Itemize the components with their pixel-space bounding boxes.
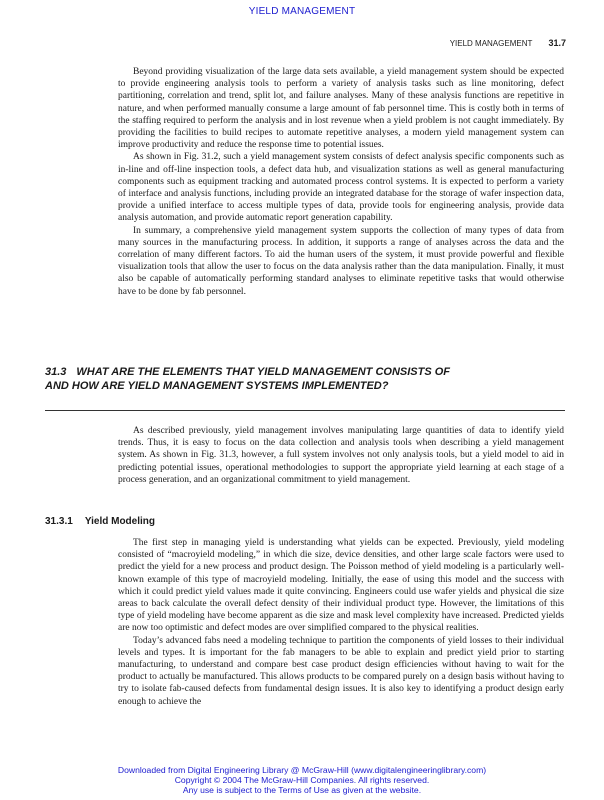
running-head-title: YIELD MANAGEMENT	[449, 39, 533, 48]
top-banner: YIELD MANAGEMENT	[248, 6, 356, 17]
subsection-title: Yield Modeling	[84, 516, 155, 527]
subsection-heading	[45, 516, 155, 527]
footer-download-link[interactable]: Downloaded from Digital Engineering Library @ McGraw-Hill (www.digitalengineeringlibrary.com)	[117, 765, 487, 775]
footer	[0, 765, 604, 795]
running-head	[450, 38, 566, 48]
section-title: WHAT ARE THE ELEMENTS THAT YIELD MANAGEMENT CONSISTS OF AND HOW ARE YIELD MANAGEMENT SYSTEMS IMPLEMENTED?	[45, 366, 451, 392]
section-divider	[45, 410, 565, 411]
section-paragraph: As described previously, yield management involves manipulating large quantities of data to identify yield trends. Thus, it is easy to focus on the data collection and analysis tools when describing a yield management system. As shown in Fig. 31.3, however, a full system involves not only analysis tools, but a yield model to aid in predicting potential issues, operational methodologies to support the appropriate yield learning at each stage of a process generation, and an organizational commitment to yield management.	[118, 426, 564, 485]
intro-paragraph: As shown in Fig. 31.2, such a yield management system consists of defect analysis specific components such as in-line and off-line inspection tools, a defect data hub, and visualization stations as well as general manufacturing components such as equipment tracking and automated process control systems. It is expected to perform a variety of interface and analysis functions, including provide an integrated database for the storage of wafer inspection data, provide a unified interface to access multiple types of data, provide tools for engineering analysis, provide data analysis automation, and provide automatic report generation capability.	[118, 152, 564, 224]
subsection-paragraph: The first step in managing yield is understanding what yields can be expected. Previously, yield modeling consisted of “macroyield modeling,” in which die size, device densities, and other large scale factors were used to predict the yield for a new process and product design. The Poisson method of yield modeling is a particularly well-known example of this type of macroyield modeling. Initially, the ease of using this model and the success with which it could predict yield values made it quite convincing. Engineers could use wafer yields and physical die size areas to back calculate the overall defect density of their individual product type. However, the limitations of this type of yield modeling have become apparent as die size and mask level complexity have increased. Predicted yields are now too optimistic and defect modes are over simplified compared to the physical realities.	[118, 538, 564, 634]
page-number: 31.7	[548, 38, 566, 48]
intro-paragraph: Beyond providing visualization of the large data sets available, a yield management system should be expected to provide engineering analysis tools to perform a variety of analysis tasks such as line monitoring, defect partitioning, correlation and trend, split lot, and failure analyses. Many of these analysis functions are repetitive in nature, and when performed manually consume a large amount of fab personnel time. This is costly both in terms of the staffing required to perform the analysis and in lost revenue when a yield problem is not caught immediately. By providing the facilities to build recipes to automate repetitive analyses, a modern yield management system can improve productivity and reduce the response time to potential issues.	[118, 67, 564, 151]
subsection-paragraph: Today’s advanced fabs need a modeling technique to partition the components of yield losses to their individual levels and types. It is important for the fab managers to be able to explain and predict yield prior to starting manufacturing, to understand and compare best case product design efficiencies without having to wait for the product to actually be manufactured. This allows products to be compared purely on a design basis without having to try to isolate fab-caused defects from fundamental design issues. It is also key to identifying a product design early enough to achieve the	[118, 635, 564, 707]
footer-copyright: Copyright © 2004 The McGraw-Hill Companies. All rights reserved.	[174, 775, 430, 785]
subsection-number: 31.3.1	[45, 516, 73, 527]
intro-paragraph: In summary, a comprehensive yield management system supports the collection of many types of data from many sources in the manufacturing process. In addition, it supports a range of analyses across the data and the correlation of many different factors. To aid the human users of the system, it must provide powerful and flexible visualization tools that allow the user to focus on the data analysis rather than the data manipulation. Finally, it must also be capable of automatically performing standard analyses to eliminate repetitive tasks that would otherwise have to be done by fab personnel.	[118, 225, 564, 297]
section-number: 31.3	[45, 366, 67, 378]
subsection-text-block	[118, 537, 564, 708]
section-text-block	[118, 425, 564, 486]
footer-terms-notice: Any use is subject to the Terms of Use as given at the website.	[182, 785, 422, 795]
section-heading	[45, 366, 465, 393]
intro-text-block	[118, 66, 564, 298]
